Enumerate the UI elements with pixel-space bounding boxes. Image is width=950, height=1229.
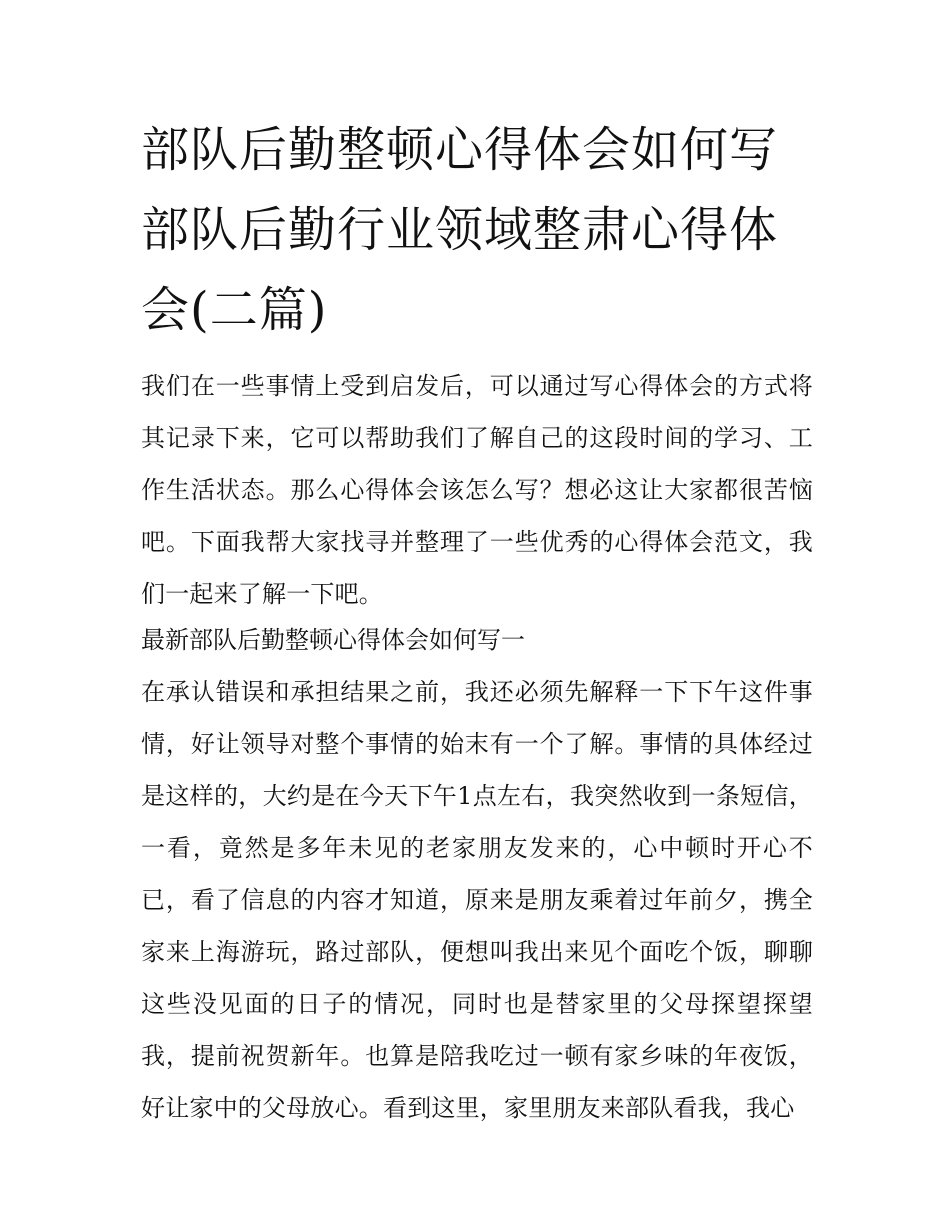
section-heading: 最新部队后勤整顿心得体会如何写一 [141, 626, 525, 654]
document-content [141, 110, 813, 1134]
intro-paragraph: 我们在一些事情上受到启发后，可以通过写心得体会的方式将其记录下来，它可以帮助我们了解自己的这段时间的学习、工作生活状态。那么心得体会该怎么写？想必这让大家都很苦恼吧。下面我帮大家找寻并整理了一些优秀的心得体会范文，我们一起来了解一下吧。 [141, 372, 813, 608]
document-title: 部队后勤整顿心得体会如何写部队后勤行业领域整肃心得体会(二篇) [141, 122, 779, 338]
body-paragraph: 在承认错误和承担结果之前，我还必须先解释一下下午这件事情，好让领导对整个事情的始末有一个了解。事情的具体经过是这样的，大约是在今天下午1点左右，我突然收到一条短信，一看，竟然是多年未见的老家朋友发来的，心中顿时开心不已，看了信息的内容才知道，原来是朋友乘着过年前夕，携全家来上海游玩，路过部队，便想叫我出来见个面吃个饭，聊聊这些没见面的日子的情况，同时也是替家里的父母探望探望我，提前祝贺新年。也算是陪我吃过一顿有家乡味的年夜饭，好让家中的父母放心。看到这里，家里朋友来部队看我，我心 [141, 678, 813, 1122]
